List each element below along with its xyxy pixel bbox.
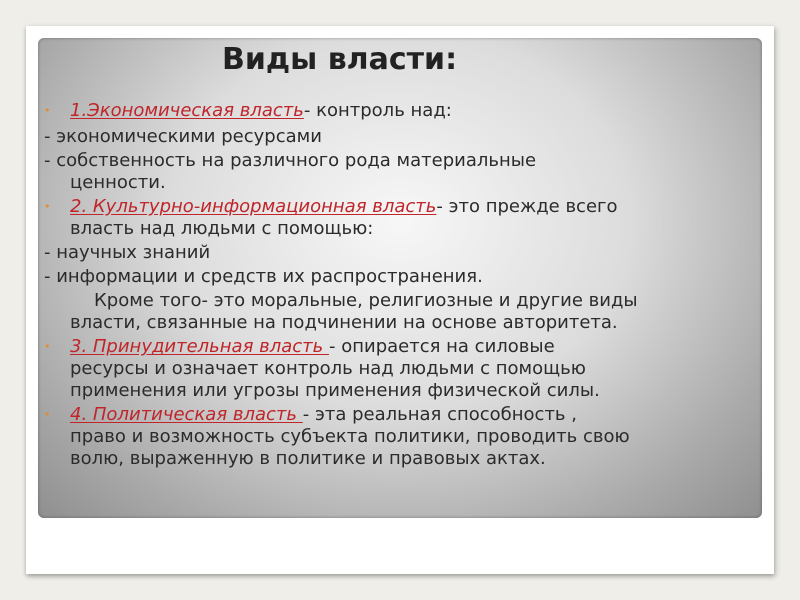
list-item: • 1.Экономическая власть- контроль над: <box>44 100 452 121</box>
list-item: • 2. Культурно-информационная власть- это прежде всего власть над людьми с помощью: <box>44 196 618 239</box>
bullet-icon: • <box>44 200 51 213</box>
list-item: • 4. Политическая власть - эта реальная способность , право и возможность субъекта политики, проводить свою волю, выраженную в политике и правовых актах. <box>44 404 630 469</box>
item-link-coercive[interactable]: 3. Принудительная власть <box>70 336 329 357</box>
item-link-economic[interactable]: 1.Экономическая власть <box>70 100 304 121</box>
list-item: - собственность на различного рода материальные ценности. <box>44 150 537 193</box>
bullet-icon: • <box>44 104 51 117</box>
bullet-icon: • <box>44 340 51 353</box>
list-item: • 3. Принудительная власть - опирается на силовые ресурсы и означает контроль над людьми с помощью применения или угрозы применения физической силы. <box>44 336 600 401</box>
list-item: - научных знаний <box>44 242 211 263</box>
item-link-political[interactable]: 4. Политическая власть <box>70 404 303 425</box>
bullet-icon: • <box>44 408 51 421</box>
list-item: Кроме того- это моральные, религиозные и другие виды власти, связанные на подчинении на основе авторитета. <box>70 290 638 333</box>
item-link-cultural[interactable]: 2. Культурно-информационная власть <box>70 196 437 217</box>
list-item: - экономическими ресурсами <box>44 126 322 147</box>
list-item: - информации и средств их распространения. <box>44 266 483 287</box>
slide-title: Виды власти: <box>222 42 458 77</box>
slide-content <box>44 100 754 470</box>
